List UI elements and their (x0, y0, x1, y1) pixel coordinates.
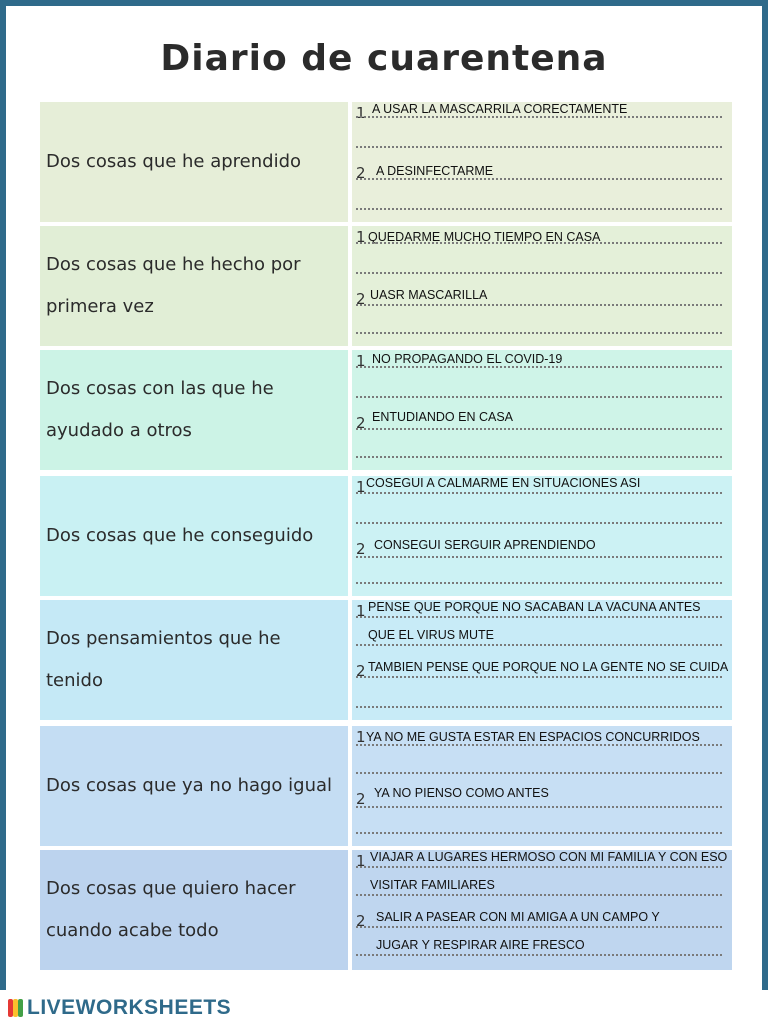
answer-1-line-1[interactable]: YA NO ME GUSTA ESTAR EN ESPACIOS CONCURRIDOS (366, 730, 700, 744)
row-prompt-cell (40, 476, 348, 596)
answer-marker-1: 1 (356, 352, 366, 370)
dotted-line (356, 616, 722, 618)
dotted-line (356, 116, 722, 118)
answer-2-line-1[interactable]: UASR MASCARILLA (370, 288, 488, 302)
answer-1-line-1[interactable]: NO PROPAGANDO EL COVID-19 (372, 352, 563, 366)
brand-name: LIVEWORKSHEETS (27, 996, 232, 1019)
row-answer-cell (352, 476, 732, 596)
answer-marker-2: 2 (356, 790, 366, 808)
answer-marker-1: 1 (356, 104, 366, 122)
row-prompt: Dos cosas que he hecho por primera vez (46, 254, 301, 317)
dotted-line (356, 242, 722, 244)
dotted-line (356, 146, 722, 148)
dotted-line (356, 332, 722, 334)
dotted-line (356, 894, 722, 896)
row-prompt-cell (40, 102, 348, 222)
dotted-line (356, 582, 722, 584)
dotted-line (356, 366, 722, 368)
row-answer-cell (352, 226, 732, 346)
dotted-line (356, 396, 722, 398)
answer-1-line-2[interactable]: VISITAR FAMILIARES (370, 878, 495, 892)
liveworksheets-logo[interactable] (8, 996, 231, 1020)
dotted-line (356, 208, 722, 210)
answer-2-line-1[interactable]: A DESINFECTARME (376, 164, 494, 178)
dotted-line (356, 556, 722, 558)
answer-marker-1: 1 (356, 852, 366, 870)
row-prompt-cell (40, 600, 348, 720)
answer-2-line-1[interactable]: CONSEGUI SERGUIR APRENDIENDO (374, 538, 596, 552)
answer-2-line-1[interactable]: TAMBIEN PENSE QUE PORQUE NO LA GENTE NO SE CUIDA (368, 660, 729, 674)
row-answer-cell (352, 600, 732, 720)
dotted-line (356, 456, 722, 458)
row-prompt-cell (40, 226, 348, 346)
answer-marker-1: 1 (356, 602, 366, 620)
answer-marker-2: 2 (356, 912, 366, 930)
answer-2-line-1[interactable]: ENTUDIANDO EN CASA (372, 410, 513, 424)
answer-2-line-1[interactable]: SALIR A PASEAR CON MI AMIGA A UN CAMPO Y (376, 910, 660, 924)
dotted-line (356, 178, 722, 180)
answer-marker-1: 1 (356, 478, 366, 496)
dotted-line (356, 676, 722, 678)
answer-2-line-2[interactable]: JUGAR Y RESPIRAR AIRE FRESCO (376, 938, 585, 952)
dotted-line (356, 522, 722, 524)
dotted-line (356, 926, 722, 928)
dotted-line (356, 954, 722, 956)
journal-row (40, 226, 732, 346)
answer-marker-2: 2 (356, 540, 366, 558)
dotted-line (356, 304, 722, 306)
answer-1-line-2[interactable]: QUE EL VIRUS MUTE (368, 628, 494, 642)
liveworksheets-icon (8, 999, 24, 1017)
dotted-line (356, 428, 722, 430)
answer-marker-2: 2 (356, 290, 366, 308)
worksheet-title: Diario de cuarentena (160, 38, 608, 79)
answer-marker-1: 1 (356, 728, 366, 746)
row-prompt: Dos cosas que quiero hacer cuando acabe todo (46, 878, 296, 941)
row-prompt: Dos cosas que he conseguido (46, 525, 314, 546)
answer-marker-1: 1 (356, 228, 366, 246)
row-prompt-cell (40, 850, 348, 970)
row-answer-cell (352, 726, 732, 846)
logo-bar-green (18, 999, 23, 1017)
journal-row (40, 102, 732, 222)
row-prompt: Dos cosas que ya no hago igual (46, 775, 333, 796)
answer-marker-2: 2 (356, 414, 366, 432)
answer-marker-2: 2 (356, 662, 366, 680)
row-prompt-cell (40, 726, 348, 846)
answer-1-line-1[interactable]: QUEDARME MUCHO TIEMPO EN CASA (368, 230, 601, 244)
row-prompt-cell (40, 350, 348, 470)
row-answer-cell (352, 350, 732, 470)
dotted-line (356, 272, 722, 274)
dotted-line (356, 492, 722, 494)
answer-1-line-1[interactable]: VIAJAR A LUGARES HERMOSO CON MI FAMILIA Y CON ESO (370, 850, 728, 864)
journal-row (40, 600, 732, 720)
answer-marker-2: 2 (356, 164, 366, 182)
footer (0, 990, 768, 1024)
answer-2-line-1[interactable]: YA NO PIENSO COMO ANTES (374, 786, 549, 800)
dotted-line (356, 832, 722, 834)
dotted-line (356, 706, 722, 708)
journal-row (40, 850, 732, 970)
journal-row (40, 476, 732, 596)
dotted-line (356, 866, 722, 868)
journal-row (40, 726, 732, 846)
answer-1-line-1[interactable]: PENSE QUE PORQUE NO SACABAN LA VACUNA ANTES (368, 600, 701, 614)
row-prompt: Dos cosas que he aprendido (46, 151, 302, 172)
dotted-line (356, 806, 722, 808)
dotted-line (356, 644, 722, 646)
dotted-line (356, 772, 722, 774)
row-prompt: Dos pensamientos que he tenido (46, 628, 281, 691)
row-answer-cell (352, 850, 732, 970)
answer-1-line-1[interactable]: COSEGUI A CALMARME EN SITUACIONES ASI (366, 476, 641, 490)
answer-1-line-1[interactable]: A USAR LA MASCARRILA CORECTAMENTE (372, 102, 628, 116)
journal-row (40, 350, 732, 470)
dotted-line (356, 744, 722, 746)
row-answer-cell (352, 102, 732, 222)
row-prompt: Dos cosas con las que he ayudado a otros (46, 378, 274, 441)
